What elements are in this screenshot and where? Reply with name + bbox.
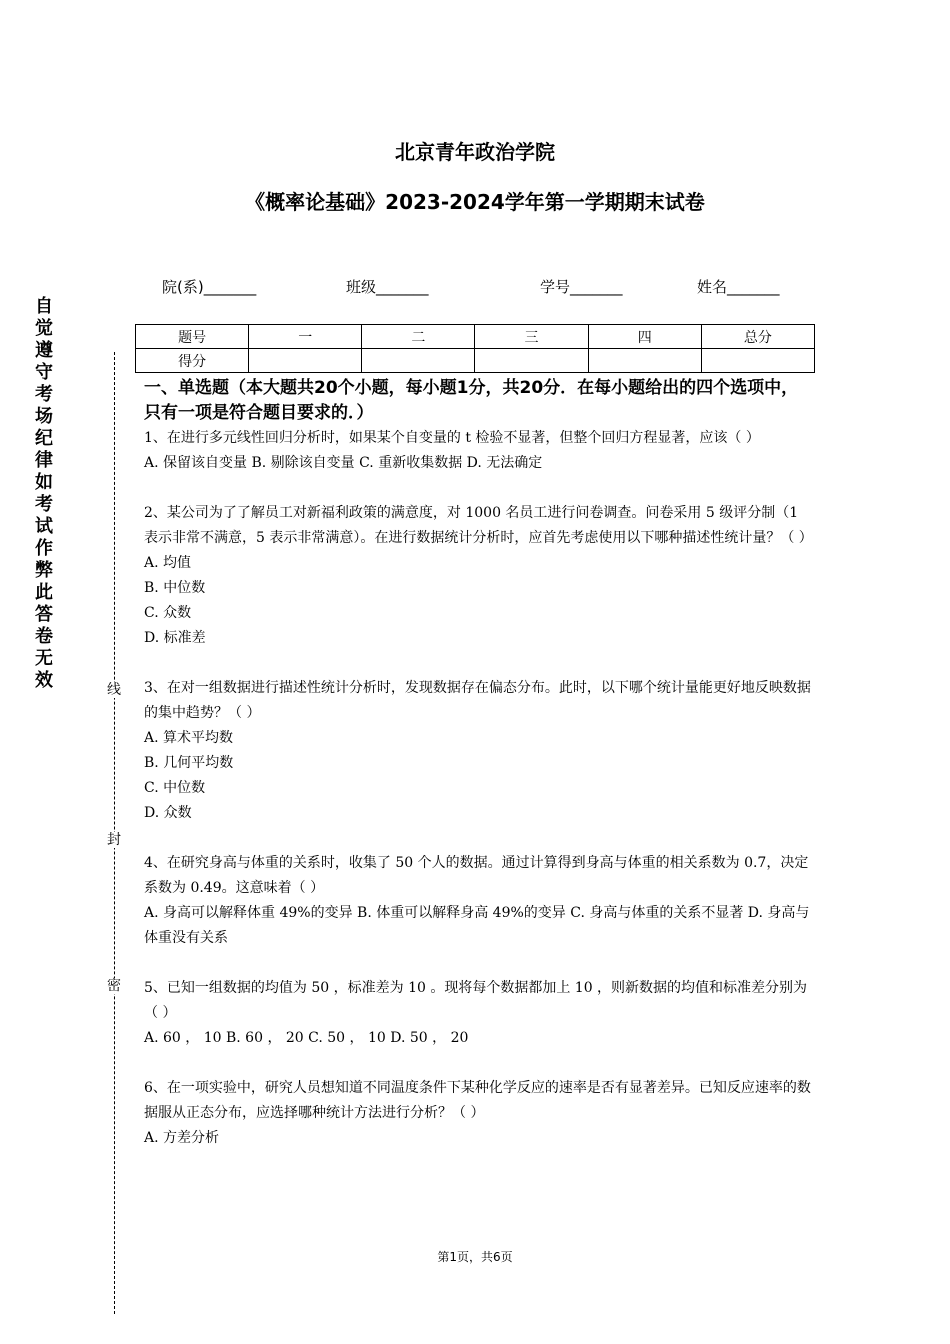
question-text: 3、在对一组数据进行描述性统计分析时，发现数据存在偏态分布。此时，以下哪个统计量能更好地反映数据的集中趋势？（ ） <box>144 680 811 721</box>
exam-title: 《概率论基础》2023-2024学年第一学期期末试卷 <box>245 190 705 214</box>
option-a: A. 均值 <box>144 555 192 571</box>
question-text: 1、在进行多元线性回归分析时，如果某个自变量的 t 检验不显著，但整个回归方程显著，应该（ ） <box>144 430 760 446</box>
question-options: A. 身高可以解释体重 49%的变异 B. 体重可以解释身高 49%的变异 C. 身高与体重的关系不显著 D. 身高与体重没有关系 <box>144 905 810 946</box>
score-cell <box>701 349 814 373</box>
question-text: 5、已知一组数据的均值为 50 ，标准差为 10 。现将每个数据都加上 10 ，则新数据的均值和标准差分别为（ ） <box>144 980 808 1021</box>
section-title: 一、单选题（本大题共20个小题，每小题1分，共20分．在每小题给出的四个选项中，只有一项是符合题目要求的．） <box>144 378 799 423</box>
seal-mark-secret: 密 <box>107 978 121 994</box>
seal-mark-line: 线 <box>107 682 121 698</box>
class-field: 班级_______ <box>346 278 429 296</box>
option-a: A. 算术平均数 <box>144 730 234 746</box>
option-c: C. 中位数 <box>144 780 206 796</box>
score-table-header-row <box>136 325 815 349</box>
side-notice: 自觉遵守考场纪律如考试作弊此答卷无效 <box>35 296 53 691</box>
dept-field: 院(系)_______ <box>162 278 257 296</box>
score-header-cell: 二 <box>362 325 475 349</box>
question-area <box>144 376 812 1151</box>
option-b: B. 几何平均数 <box>144 755 234 771</box>
question-text: 6、在一项实验中，研究人员想知道不同温度条件下某种化学反应的速率是否有显著差异。已知反应速率的数据服从正态分布，应选择哪种统计方法进行分析？（ ） <box>144 1080 811 1121</box>
student-id-field: 学号_______ <box>540 278 623 296</box>
score-cell <box>362 349 475 373</box>
score-row-label: 得分 <box>136 349 249 373</box>
option-b: B. 中位数 <box>144 580 206 596</box>
page-footer: 第1页，共6页 <box>437 1250 513 1264</box>
score-table <box>135 324 815 373</box>
score-header-cell: 题号 <box>136 325 249 349</box>
option-d: D. 标准差 <box>144 630 206 646</box>
score-cell <box>475 349 588 373</box>
seal-mark-seal: 封 <box>107 832 121 848</box>
question-text: 2、某公司为了了解员工对新福利政策的满意度，对 1000 名员工进行问卷调查。问卷采用 5 级评分制（1 表示非常不满意，5 表示非常满意）。在进行数据统计分析时，应首先考虑使用以下哪种描述性统计量？（ ） <box>144 505 813 546</box>
score-cell <box>588 349 701 373</box>
score-cell <box>249 349 362 373</box>
question-text: 4、在研究身高与体重的关系时，收集了 50 个人的数据。通过计算得到身高与体重的相关系数为 0.7，决定系数为 0.49。这意味着（ ） <box>144 855 809 896</box>
question-options: A. 保留该自变量 B. 剔除该自变量 C. 重新收集数据 D. 无法确定 <box>144 455 543 471</box>
score-header-cell: 三 <box>475 325 588 349</box>
score-table-score-row <box>136 349 815 373</box>
score-header-cell: 四 <box>588 325 701 349</box>
option-d: D. 众数 <box>144 805 192 821</box>
option-a: A. 方差分析 <box>144 1130 220 1146</box>
question-options: A. 60 ， 10 B. 60 ， 20 C. 50 ， 10 D. 50 ， 20 <box>144 1030 469 1046</box>
option-c: C. 众数 <box>144 605 192 621</box>
school-name: 北京青年政治学院 <box>395 140 555 164</box>
score-header-cell: 一 <box>249 325 362 349</box>
name-field: 姓名_______ <box>697 278 780 296</box>
score-header-cell: 总分 <box>701 325 814 349</box>
